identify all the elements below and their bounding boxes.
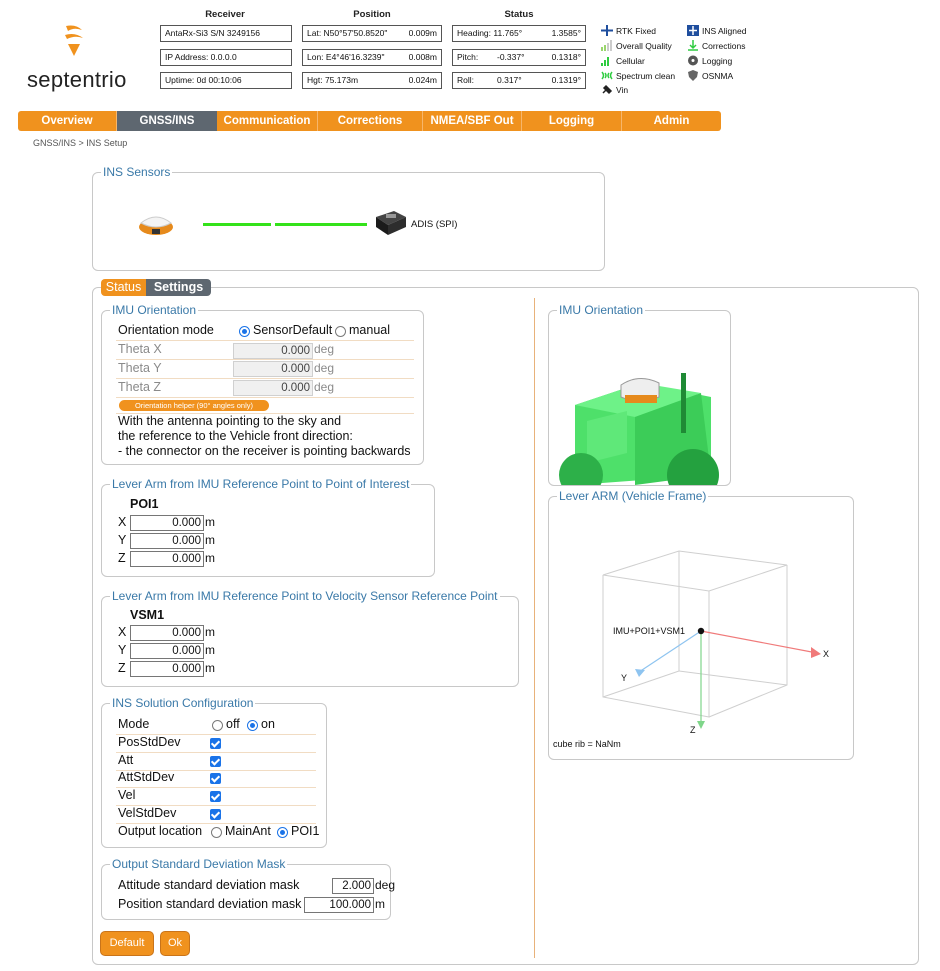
- poi-x-label: X: [118, 515, 127, 529]
- orientation-mode-sensordefault-radio[interactable]: [239, 326, 250, 337]
- status-heading: Heading: 11.765° 1.3585°: [452, 25, 586, 42]
- ins-solution-title: INS Solution Configuration: [112, 696, 254, 710]
- poi-y-unit: m: [205, 533, 215, 547]
- receiver-title: Receiver: [205, 9, 245, 20]
- row-divider: [116, 378, 414, 379]
- poi-z-unit: m: [205, 551, 215, 565]
- receiver-uptime: Uptime: 0d 00:10:06: [160, 72, 292, 89]
- vsm-x-label: X: [118, 625, 127, 639]
- sensor-label: ADIS (SPI): [411, 219, 458, 230]
- orientation-helper-button[interactable]: Orientation helper (90° angles only): [119, 400, 269, 411]
- nav-tab-corrections[interactable]: Corrections: [337, 115, 403, 127]
- default-button[interactable]: Default: [100, 931, 154, 956]
- theta-z-input[interactable]: 0.000: [233, 380, 313, 396]
- vsm-y-label: Y: [118, 643, 127, 657]
- crosshair-icon: [601, 25, 613, 36]
- axis-y-label: Y: [621, 673, 628, 683]
- tractor-3d-image: [551, 325, 729, 485]
- legend-quality: Overall Quality: [601, 40, 672, 51]
- ins-mode-label: Mode: [118, 717, 150, 731]
- vsm-x-unit: m: [205, 625, 215, 639]
- theta-y-unit: deg: [314, 361, 335, 375]
- disk-icon: [687, 55, 699, 66]
- poi-z-input[interactable]: 0.000: [130, 551, 204, 567]
- breadcrumb: GNSS/INS > INS Setup: [33, 138, 128, 148]
- legend-cellular: Cellular: [601, 55, 645, 66]
- poi-z-label: Z: [118, 551, 126, 565]
- theta-z-label: Theta Z: [118, 380, 162, 394]
- velstddev-label: VelStdDev: [118, 806, 177, 820]
- point-label: IMU+POI1+VSM1: [613, 626, 686, 636]
- position-lat: Lat: N50°57'50.8520" 0.009m: [302, 25, 442, 42]
- status-title: Status: [504, 9, 534, 20]
- legend-rtk: RTK Fixed: [601, 25, 656, 36]
- legend-corrections: Corrections: [687, 40, 745, 51]
- status-pitch: Pitch: -0.337° 0.1318°: [452, 49, 586, 66]
- ins-mode-on-radio[interactable]: [247, 720, 258, 731]
- imu-orientation-view-title: IMU Orientation: [559, 303, 644, 317]
- orientation-mode-label: Orientation mode: [118, 323, 214, 337]
- lever-arm-poi-title: Lever Arm from IMU Reference Point to Point of Interest: [112, 477, 410, 491]
- column-divider: [534, 298, 535, 958]
- vel-label: Vel: [118, 788, 136, 802]
- vsm-y-unit: m: [205, 643, 215, 657]
- orientation-desc-line-1: With the antenna pointing to the sky and: [118, 414, 342, 428]
- row-divider: [116, 359, 414, 360]
- nav-tab-overview[interactable]: Overview: [41, 115, 93, 127]
- vsm-x-input[interactable]: 0.000: [130, 625, 204, 641]
- ok-button[interactable]: Ok: [160, 931, 190, 956]
- std-mask-panel: [101, 857, 396, 920]
- att-mask-unit: deg: [375, 878, 396, 892]
- output-mainant-radio[interactable]: [211, 827, 222, 838]
- septentrio-logo-text: septentrio: [27, 67, 127, 92]
- lever-arm-view-title: Lever ARM (Vehicle Frame): [559, 489, 707, 503]
- att-mask-label: Attitude standard deviation mask: [118, 878, 300, 892]
- row-divider: [116, 752, 316, 753]
- ins-solution-panel: [101, 696, 327, 848]
- poi-y-input[interactable]: 0.000: [130, 533, 204, 549]
- theta-x-label: Theta X: [118, 342, 162, 356]
- orientation-mode-manual-radio[interactable]: [335, 326, 346, 337]
- legend-ins: INS Aligned: [687, 25, 746, 36]
- output-poi1-radio[interactable]: [277, 827, 288, 838]
- link-line-right: [275, 223, 367, 226]
- main-nav: [18, 111, 721, 131]
- imu-orientation-view-panel: [548, 303, 731, 486]
- lever-arm-cube-view: [549, 497, 855, 761]
- legend-vin: Vin: [601, 84, 628, 95]
- velstddev-checkbox[interactable]: [210, 809, 221, 820]
- septentrio-logo-mark: [62, 24, 86, 60]
- adis-chip-image: [374, 207, 408, 237]
- ins-sensors-title: INS Sensors: [103, 165, 171, 179]
- nav-tab-nmea-sbf-out[interactable]: NMEA/SBF Out: [430, 115, 514, 127]
- vsm-z-input[interactable]: 0.000: [130, 661, 204, 677]
- lever-arm-vsm-title: Lever Arm from IMU Reference Point to Velocity Sensor Reference Point: [112, 589, 498, 603]
- theta-y-label: Theta Y: [118, 361, 162, 375]
- poi-x-unit: m: [205, 515, 215, 529]
- imu-orientation-title: IMU Orientation: [112, 303, 197, 317]
- poi-header: POI1: [130, 497, 159, 511]
- tab-settings[interactable]: Settings: [146, 279, 211, 296]
- theta-x-input[interactable]: 0.000: [233, 343, 313, 359]
- tab-status[interactable]: Status: [101, 279, 146, 296]
- att-mask-input[interactable]: 2.000: [332, 878, 374, 894]
- corrections-icon: [687, 40, 699, 51]
- pos-mask-label: Position standard deviation mask: [118, 897, 302, 911]
- nav-tab-communication[interactable]: Communication: [223, 115, 311, 127]
- imu-orientation-panel: [101, 303, 424, 465]
- output-mainant-label: MainAnt: [225, 824, 271, 838]
- axis-x-label: X: [823, 649, 830, 659]
- posstddev-checkbox[interactable]: [210, 738, 221, 749]
- cube-rib-label: cube rib = NaNm: [553, 739, 621, 749]
- row-divider: [116, 787, 316, 788]
- vsm-y-input[interactable]: 0.000: [130, 643, 204, 659]
- orientation-mode-sensordefault-label: SensorDefault: [253, 323, 333, 337]
- lever-arm-vsm-panel: [101, 589, 519, 687]
- position-lon: Lon: E4°46'16.3239" 0.008m: [302, 49, 442, 66]
- lever-arm-poi-panel: [101, 477, 435, 577]
- plug-icon: [601, 84, 613, 95]
- legend-logging: Logging: [687, 55, 732, 66]
- attstddev-label: AttStdDev: [118, 770, 175, 784]
- pos-mask-unit: m: [375, 897, 385, 911]
- attstddev-checkbox[interactable]: [210, 773, 221, 784]
- vel-checkbox[interactable]: [210, 791, 221, 802]
- legend-osnma: OSNMA: [687, 70, 733, 81]
- posstddev-label: PosStdDev: [118, 735, 181, 749]
- orientation-desc-line-2: the reference to the Vehicle front direction:: [118, 429, 353, 443]
- orientation-desc-line-3: - the connector on the receiver is pointing backwards: [118, 444, 411, 458]
- theta-x-unit: deg: [314, 342, 335, 356]
- axis-z-label: Z: [690, 725, 696, 735]
- poi-x-input[interactable]: 0.000: [130, 515, 204, 531]
- ins-mode-off-label: off: [226, 717, 240, 731]
- receiver-model: AntaRx-Si3 S/N 3249156: [160, 25, 292, 42]
- nav-tab-gnss-ins[interactable]: GNSS/INS: [117, 111, 217, 131]
- theta-z-unit: deg: [314, 380, 335, 394]
- receiver-device-image: [137, 209, 175, 239]
- ins-mode-on-label: on: [261, 717, 275, 731]
- ins-aligned-icon: [687, 25, 699, 36]
- status-roll: Roll: 0.317° 0.1319°: [452, 72, 586, 89]
- output-location-label: Output location: [118, 824, 203, 838]
- shield-icon: [687, 70, 699, 81]
- vsm-z-label: Z: [118, 661, 126, 675]
- receiver-ip: IP Address: 0.0.0.0: [160, 49, 292, 66]
- row-divider: [116, 340, 414, 341]
- link-line-left: [203, 223, 271, 226]
- signal-bars-icon: [601, 40, 613, 51]
- lever-arm-view-panel: [548, 489, 854, 760]
- nav-tab-logging[interactable]: Logging: [548, 115, 595, 127]
- output-poi1-label: POI1: [291, 824, 320, 838]
- theta-y-input[interactable]: 0.000: [233, 361, 313, 377]
- orientation-mode-manual-label: manual: [349, 323, 390, 337]
- ins-sensors-panel: [92, 165, 605, 271]
- std-mask-title: Output Standard Deviation Mask: [112, 857, 286, 871]
- vsm-z-unit: m: [205, 661, 215, 675]
- position-hgt: Hgt: 75.173m 0.024m: [302, 72, 442, 89]
- row-divider: [116, 397, 414, 398]
- pos-mask-input[interactable]: 100.000: [304, 897, 374, 913]
- nav-tab-admin[interactable]: Admin: [653, 115, 690, 127]
- att-label: Att: [118, 753, 134, 767]
- position-title: Position: [353, 9, 391, 20]
- ins-mode-off-radio[interactable]: [212, 720, 223, 731]
- cellular-icon: [601, 55, 613, 66]
- spectrum-icon: [601, 70, 613, 81]
- poi-y-label: Y: [118, 533, 127, 547]
- legend-spectrum: Spectrum clean: [601, 70, 675, 81]
- vsm-header: VSM1: [130, 608, 165, 622]
- att-checkbox[interactable]: [210, 756, 221, 767]
